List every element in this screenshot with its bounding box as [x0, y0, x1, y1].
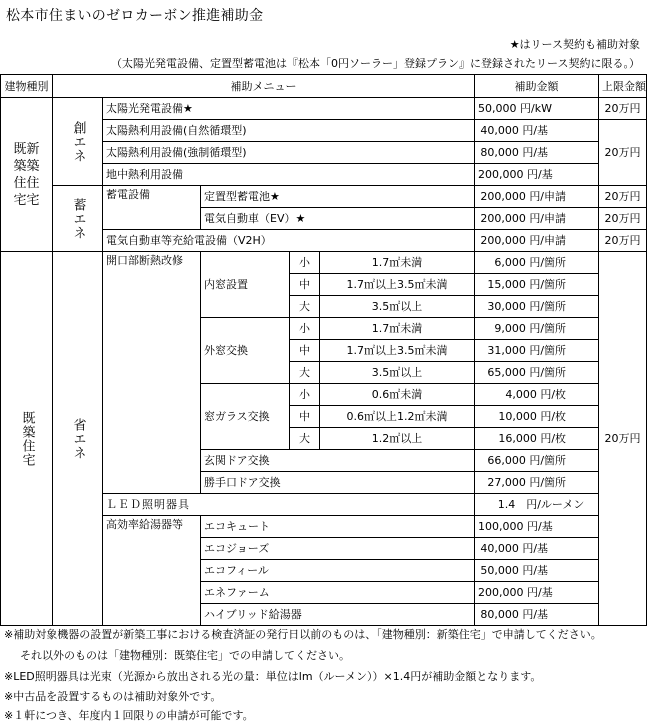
category-store-energy: [53, 186, 103, 252]
menu-item: 電気自動車（EV）★: [201, 208, 475, 230]
size-cell: 小: [290, 318, 320, 340]
amount-cell: 80,000 円/基: [475, 142, 599, 164]
store-energy-label: 蓄エネ: [70, 197, 86, 240]
amount-cell: 80,000 円/基: [475, 604, 599, 626]
amount-cell: 15,000 円/箇所: [475, 274, 599, 296]
table-row: [1, 186, 647, 208]
menu-item: 地中熱利用設備: [103, 164, 475, 186]
condition-cell: 1.2㎡以上: [320, 428, 475, 450]
menu-item: 太陽光発電設備★: [103, 98, 475, 120]
amount-cell: 200,000 円/申請: [475, 186, 599, 208]
size-cell: 中: [290, 340, 320, 362]
table-row: [1, 98, 647, 120]
condition-cell: 1.7㎡以上3.5㎡未満: [320, 340, 475, 362]
header-row: [1, 75, 647, 98]
led-label: ＬＥＤ照明器具: [103, 494, 475, 516]
footnote: ※補助対象機器の設置が新築工事における検査済証の発行日以前のものは、「建物種別：新築住宅」で申請してください。: [4, 628, 602, 641]
amount-cell: 40,000 円/基: [475, 538, 599, 560]
category-save-energy: [53, 252, 103, 626]
condition-cell: 3.5㎡以上: [320, 362, 475, 384]
amount-cell: 200,000 円/申請: [475, 230, 599, 252]
amount-cell: 10,000 円/枚: [475, 406, 599, 428]
limit-cell: 20万円: [599, 252, 647, 626]
building-type-new-existing: [1, 98, 53, 252]
amount-cell: 66,000 円/箇所: [475, 450, 599, 472]
header-limit: 上限金額: [599, 75, 647, 98]
back-door-label: 勝手口ドア交換: [201, 472, 475, 494]
amount-cell: 6,000 円/箇所: [475, 252, 599, 274]
amount-cell: 200,000 円/基: [475, 582, 599, 604]
save-energy-label: 省エネ: [70, 417, 86, 460]
header-amount: 補助金額: [475, 75, 599, 98]
amount-cell: 200,000 円/申請: [475, 208, 599, 230]
inner-window-label: 内窓設置: [201, 252, 290, 318]
amount-cell: 200,000 円/基: [475, 164, 599, 186]
limit-cell: 20万円: [599, 208, 647, 230]
header-building-type: 建物種別: [1, 75, 53, 98]
size-cell: 中: [290, 274, 320, 296]
condition-cell: 0.6㎡未満: [320, 384, 475, 406]
footnote: ※１軒につき、年度内１回限りの申請が可能です。: [4, 709, 254, 722]
water-heater-item: エコキュート: [201, 516, 475, 538]
menu-item: 定置型蓄電池★: [201, 186, 475, 208]
table-row: [1, 252, 647, 274]
page-title: 松本市住まいのゼロカーボン推進補助金: [6, 8, 264, 24]
new-existing-label: 既新 築築 住住 宅宅: [13, 141, 40, 208]
size-cell: 中: [290, 406, 320, 428]
limit-cell: 20万円: [599, 120, 647, 186]
header-menu: 補助メニュー: [53, 75, 475, 98]
category-create-energy: [53, 98, 103, 186]
amount-cell: 16,000 円/枚: [475, 428, 599, 450]
amount-cell: 9,000 円/箇所: [475, 318, 599, 340]
footnote: それ以外のものは「建物種別：既築住宅」での申請してください。: [20, 649, 350, 662]
condition-cell: 1.7㎡以上3.5㎡未満: [320, 274, 475, 296]
amount-cell: 4,000 円/枚: [475, 384, 599, 406]
opening-label: 開口部断熱改修: [103, 252, 201, 494]
entrance-door-label: 玄関ドア交換: [201, 450, 475, 472]
building-type-existing: [1, 252, 53, 626]
condition-cell: 3.5㎡以上: [320, 296, 475, 318]
menu-item: 電気自動車等充給電設備（V2H）: [103, 230, 475, 252]
water-heater-item: エネファーム: [201, 582, 475, 604]
amount-cell: 50,000 円/kW: [475, 98, 599, 120]
water-heater-item: エコジョーズ: [201, 538, 475, 560]
size-cell: 小: [290, 384, 320, 406]
water-heater-item: エコフィール: [201, 560, 475, 582]
condition-cell: 0.6㎡以上1.2㎡未満: [320, 406, 475, 428]
amount-cell: 30,000 円/箇所: [475, 296, 599, 318]
amount-cell: 27,000 円/箇所: [475, 472, 599, 494]
subsidy-table: [0, 74, 647, 626]
water-heater-label: 高効率給湯器等: [103, 516, 201, 626]
limit-cell: 20万円: [599, 230, 647, 252]
glass-label: 窓ガラス交換: [201, 384, 290, 450]
limit-cell: 20万円: [599, 98, 647, 120]
menu-item: 太陽熱利用設備(強制循環型): [103, 142, 475, 164]
menu-item: 太陽熱利用設備(自然循環型): [103, 120, 475, 142]
storage-label: 蓄電設備: [103, 186, 201, 230]
amount-cell: 40,000 円/基: [475, 120, 599, 142]
amount-cell: 100,000 円/基: [475, 516, 599, 538]
footnote: ※LED照明器具は光束（光源から放出される光の量：単位はlm（ルーメン））×1.4円が補助金額となります。: [4, 670, 542, 683]
size-cell: 小: [290, 252, 320, 274]
size-cell: 大: [290, 296, 320, 318]
outer-window-label: 外窓交換: [201, 318, 290, 384]
condition-cell: 1.7㎡未満: [320, 252, 475, 274]
existing-label: 既築住宅: [19, 410, 35, 467]
size-cell: 大: [290, 362, 320, 384]
lease-note: ★はリース契約も補助対象: [509, 38, 640, 51]
amount-cell: 1.4 円/ルーメン: [475, 494, 599, 516]
amount-cell: 31,000 円/箇所: [475, 340, 599, 362]
amount-cell: 65,000 円/箇所: [475, 362, 599, 384]
conditions-note: （太陽光発電設備、定置型蓄電池は『松本「0円ソーラー」登録プラン』に登録されたリース契約に限る。）: [111, 57, 640, 70]
footnote: ※中古品を設置するものは補助対象外です。: [4, 690, 222, 703]
amount-cell: 50,000 円/基: [475, 560, 599, 582]
size-cell: 大: [290, 428, 320, 450]
create-energy-label: 創エネ: [70, 120, 86, 163]
condition-cell: 1.7㎡未満: [320, 318, 475, 340]
water-heater-item: ハイブリッド給湯器: [201, 604, 475, 626]
limit-cell: 20万円: [599, 186, 647, 208]
